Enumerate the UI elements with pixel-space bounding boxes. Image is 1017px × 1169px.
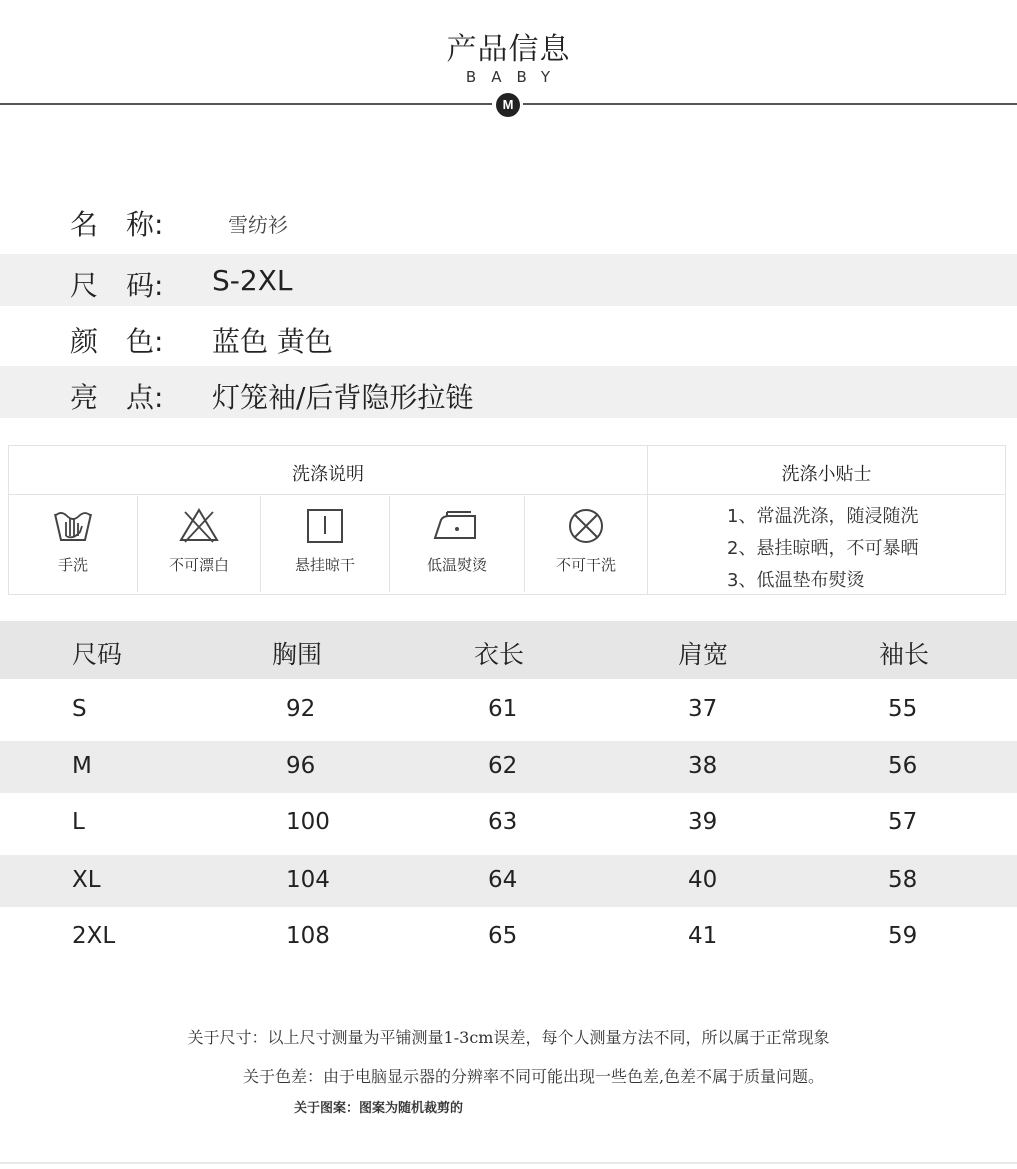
info-label: 亮 点: <box>70 381 164 414</box>
table-cell: 39 <box>688 809 718 835</box>
table-cell: 38 <box>688 753 718 779</box>
care-item-no-bleach <box>138 494 260 594</box>
care-item-hang-dry <box>261 494 389 594</box>
care-label: 不可干洗 <box>555 556 616 574</box>
info-row-color <box>0 310 1017 362</box>
column-header-shoulder: 肩宽 <box>678 640 729 669</box>
washing-tips-title: 洗涤小贴士 <box>781 464 872 485</box>
care-item-low-iron <box>390 494 524 594</box>
note-size: 关于尺寸：以上尺寸测量为平铺测量1-3cm误差，每个人测量方法不同，所以属于正常现象 <box>187 1028 830 1047</box>
table-cell: 100 <box>286 809 330 835</box>
no-bleach-icon <box>177 506 221 546</box>
size-table-header <box>0 621 1017 679</box>
header-divider-right <box>523 103 1017 105</box>
table-cell: 108 <box>286 923 330 949</box>
table-row <box>0 741 1017 793</box>
info-value: 蓝色 黄色 <box>212 325 333 358</box>
info-row-highlight <box>0 366 1017 418</box>
table-cell: 96 <box>286 753 316 779</box>
table-cell: 62 <box>488 753 518 779</box>
table-row <box>0 797 1017 849</box>
table-cell: M <box>72 753 92 779</box>
header-divider-left <box>0 103 492 105</box>
m-logo-badge: M <box>496 93 520 117</box>
care-item-hand-wash <box>9 494 137 594</box>
low-iron-icon <box>431 506 483 546</box>
note-pattern: 关于图案：图案为随机裁剪的 <box>293 1101 463 1116</box>
table-cell: 40 <box>688 867 718 893</box>
info-label: 名 称: <box>70 208 164 241</box>
table-cell: L <box>72 809 85 835</box>
info-value: 雪纺衫 <box>228 213 288 237</box>
note-color: 关于色差：由于电脑显示器的分辨率不同可能出现一些色差,色差不属于质量问题。 <box>242 1067 825 1086</box>
washing-tip: 1、常温洗涤，随浸随洗 <box>727 506 919 527</box>
table-cell: 64 <box>488 867 518 893</box>
hang-dry-icon <box>303 506 347 546</box>
column-header-bust: 胸围 <box>272 640 323 669</box>
table-cell: 55 <box>888 696 918 722</box>
table-cell: 58 <box>888 867 918 893</box>
table-cell: 2XL <box>72 923 116 949</box>
care-label: 手洗 <box>57 556 88 574</box>
table-cell: S <box>72 696 87 722</box>
care-label: 低温熨烫 <box>426 556 487 574</box>
info-row-size <box>0 254 1017 306</box>
table-cell: 63 <box>488 809 518 835</box>
table-cell: 59 <box>888 923 918 949</box>
washing-instructions-title: 洗涤说明 <box>292 464 364 485</box>
hand-wash-icon <box>51 506 95 546</box>
table-cell: 37 <box>688 696 718 722</box>
no-dry-clean-icon <box>564 506 608 546</box>
info-value: 灯笼袖/后背隐形拉链 <box>212 381 474 414</box>
washing-tip: 2、悬挂晾晒，不可暴晒 <box>727 538 919 559</box>
care-label: 不可漂白 <box>168 556 229 574</box>
table-row <box>0 855 1017 907</box>
page-subtitle: BABY <box>465 68 566 86</box>
care-label: 悬挂晾干 <box>294 556 355 574</box>
table-cell: 61 <box>488 696 518 722</box>
info-label: 颜 色: <box>70 325 164 358</box>
table-cell: XL <box>72 867 101 893</box>
info-value: S-2XL <box>212 264 293 297</box>
table-cell: 92 <box>286 696 316 722</box>
bottom-divider <box>0 1162 1017 1164</box>
info-row-name <box>0 193 1017 245</box>
page-title: 产品信息 <box>446 32 571 67</box>
table-cell: 104 <box>286 867 330 893</box>
table-cell: 65 <box>488 923 518 949</box>
table-row <box>0 911 1017 963</box>
table-row <box>0 684 1017 736</box>
washing-tip: 3、低温垫布熨烫 <box>727 570 865 591</box>
table-cell: 41 <box>688 923 718 949</box>
table-cell: 57 <box>888 809 918 835</box>
table-cell: 56 <box>888 753 918 779</box>
care-item-no-dry-clean <box>525 494 647 594</box>
info-label: 尺 码: <box>70 269 164 302</box>
column-header-sleeve: 袖长 <box>879 640 930 669</box>
washing-instructions-box <box>8 445 1006 595</box>
column-header-size: 尺码 <box>72 640 123 669</box>
column-header-length: 衣长 <box>474 640 525 669</box>
